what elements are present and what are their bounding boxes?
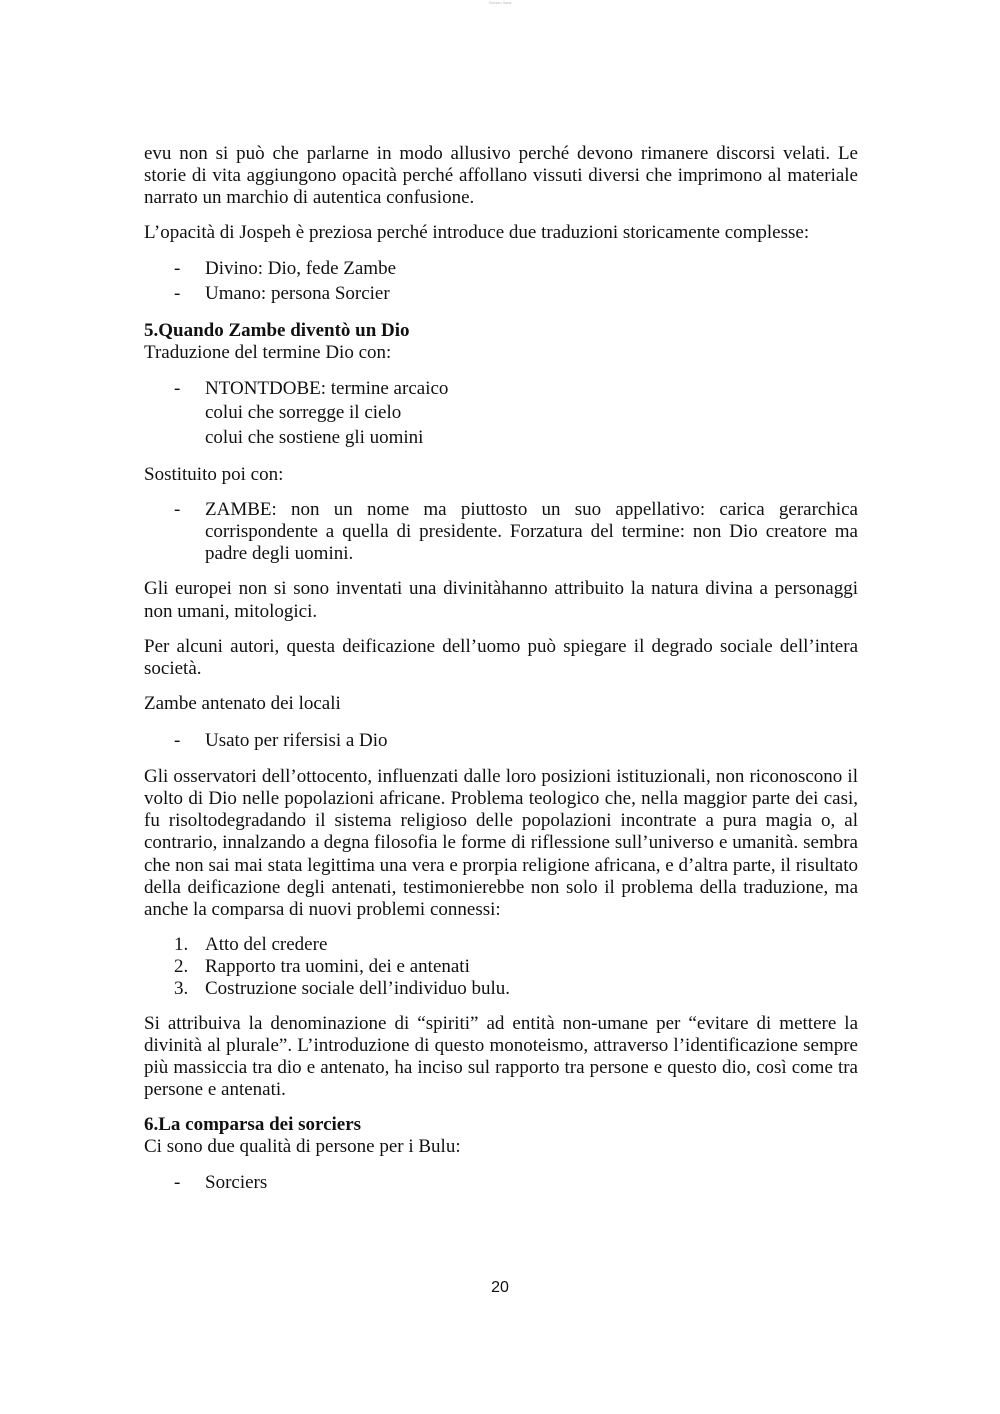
sub-line: colui che sostiene gli uomini [205, 427, 424, 448]
list-number: 3. [174, 978, 189, 999]
list-item: 1. Atto del credere [174, 934, 328, 955]
list-item [144, 499, 858, 565]
paragraph: Per alcuni autori, questa deificazione dell’uomo può spiegare il degrado sociale dell’intera società. [144, 636, 858, 679]
section-heading: 6.La comparsa dei sorciers [144, 1114, 362, 1135]
dash-bullet: - [174, 499, 181, 520]
document-page [144, 143, 858, 1208]
list-item [144, 1171, 858, 1195]
item-text: NTONTDOBE: termine arcaico [205, 378, 449, 399]
bullet-list-ntontdobe [144, 377, 858, 451]
dash-bullet: - [174, 283, 181, 304]
paragraph: L’opacità di Jospeh è preziosa perché introduce due traduzioni storicamente complesse: [144, 222, 810, 243]
item-text-before: Umano: persona [205, 283, 335, 304]
item-text: Sorciers [205, 1172, 268, 1193]
dash-bullet: - [174, 730, 181, 751]
paragraph: Gli osservatori dell’ottocento, influenzati dalle loro posizioni istituzionali, non riconoscono il volto di Dio nelle popolazioni africane. Problema teologico che, nella maggior parte dei casi, fu risoltodegradando il sistema religioso delle popolazioni incontrate a pura magia o, al contrario, innalzando a degna filosofia le forme di riflessione sull’universo e umanità. sembra che non sai mai stata legittima una vera e prorpia religione africana, e d’altra parte, il risultato della deificazione degli antenati, testimonierebbe non solo il problema della traduzione, ma anche la comparsa di nuovi problemi connessi: [144, 766, 858, 920]
item-text: ZAMBE: non un nome ma piuttosto un suo appellativo: carica gerarchica corrispondente a quella di presidente. Forzatura del termine: non Dio creatore ma padre degli uomini. [205, 499, 858, 564]
paragraph: Zambe antenato dei locali [144, 693, 341, 714]
list-item: 2. Rapporto tra uomini, dei e antenati [174, 956, 470, 977]
item-text-after: Sorcier [334, 283, 390, 304]
paragraph: Si attribuiva la denominazione di “spiriti” ad entità non-umane per “evitare di mettere la divinità al plurale”. L’introduzione di questo monoteismo, attraverso l’identificazione sempre più massiccia tra dio e antenato, ha inciso sul rapporto tra persone e questo dio, così come tra persone e antenati. [144, 1013, 858, 1100]
page-number: 20 [491, 1279, 509, 1296]
list-item [144, 729, 858, 753]
bullet-list-usage [144, 729, 858, 753]
list-number: 1. [174, 934, 189, 955]
list-number: 2. [174, 956, 189, 977]
section-heading: 5.Quando Zambe diventò un Dio [144, 320, 410, 341]
item-text-before: Divino: Dio, fede [205, 258, 344, 279]
list-item: 3. Costruzione sociale dell’individuo bulu. [174, 978, 511, 999]
paragraph: Sostituito poi con: [144, 464, 284, 485]
dash-bullet: - [174, 1172, 181, 1193]
paragraph: evu non si può che parlarne in modo allusivo perché devono rimanere discorsi velati. Le storie di vita aggiungono opacità perché affollano vissuti diversi che imprimono al materiale narrato un marchio di autentica confusione. [144, 143, 858, 208]
section-intro: Traduzione del termine Dio con: [144, 342, 392, 363]
dash-bullet: - [174, 258, 181, 279]
bullet-list-persons [144, 1171, 858, 1195]
numbered-list [144, 934, 858, 1000]
item-text-after: Zambe [343, 258, 397, 279]
section-intro: Ci sono due qualità di persone per i Bulu: [144, 1136, 461, 1157]
sub-line: colui che sorregge il cielo [205, 402, 402, 423]
header-mark: Grosso Ilaria [488, 0, 512, 5]
bullet-list-zambe [144, 499, 858, 565]
dash-bullet: - [174, 378, 181, 399]
list-item [144, 282, 858, 307]
item-text: Usato per rifersisi a Dio [205, 730, 388, 751]
list-item [144, 377, 858, 451]
paragraph: Gli europei non si sono inventati una divinitàhanno attribuito la natura divina a personaggi non umani, mitologici. [144, 578, 859, 622]
bullet-list-translations [144, 257, 858, 307]
list-item [144, 257, 858, 282]
